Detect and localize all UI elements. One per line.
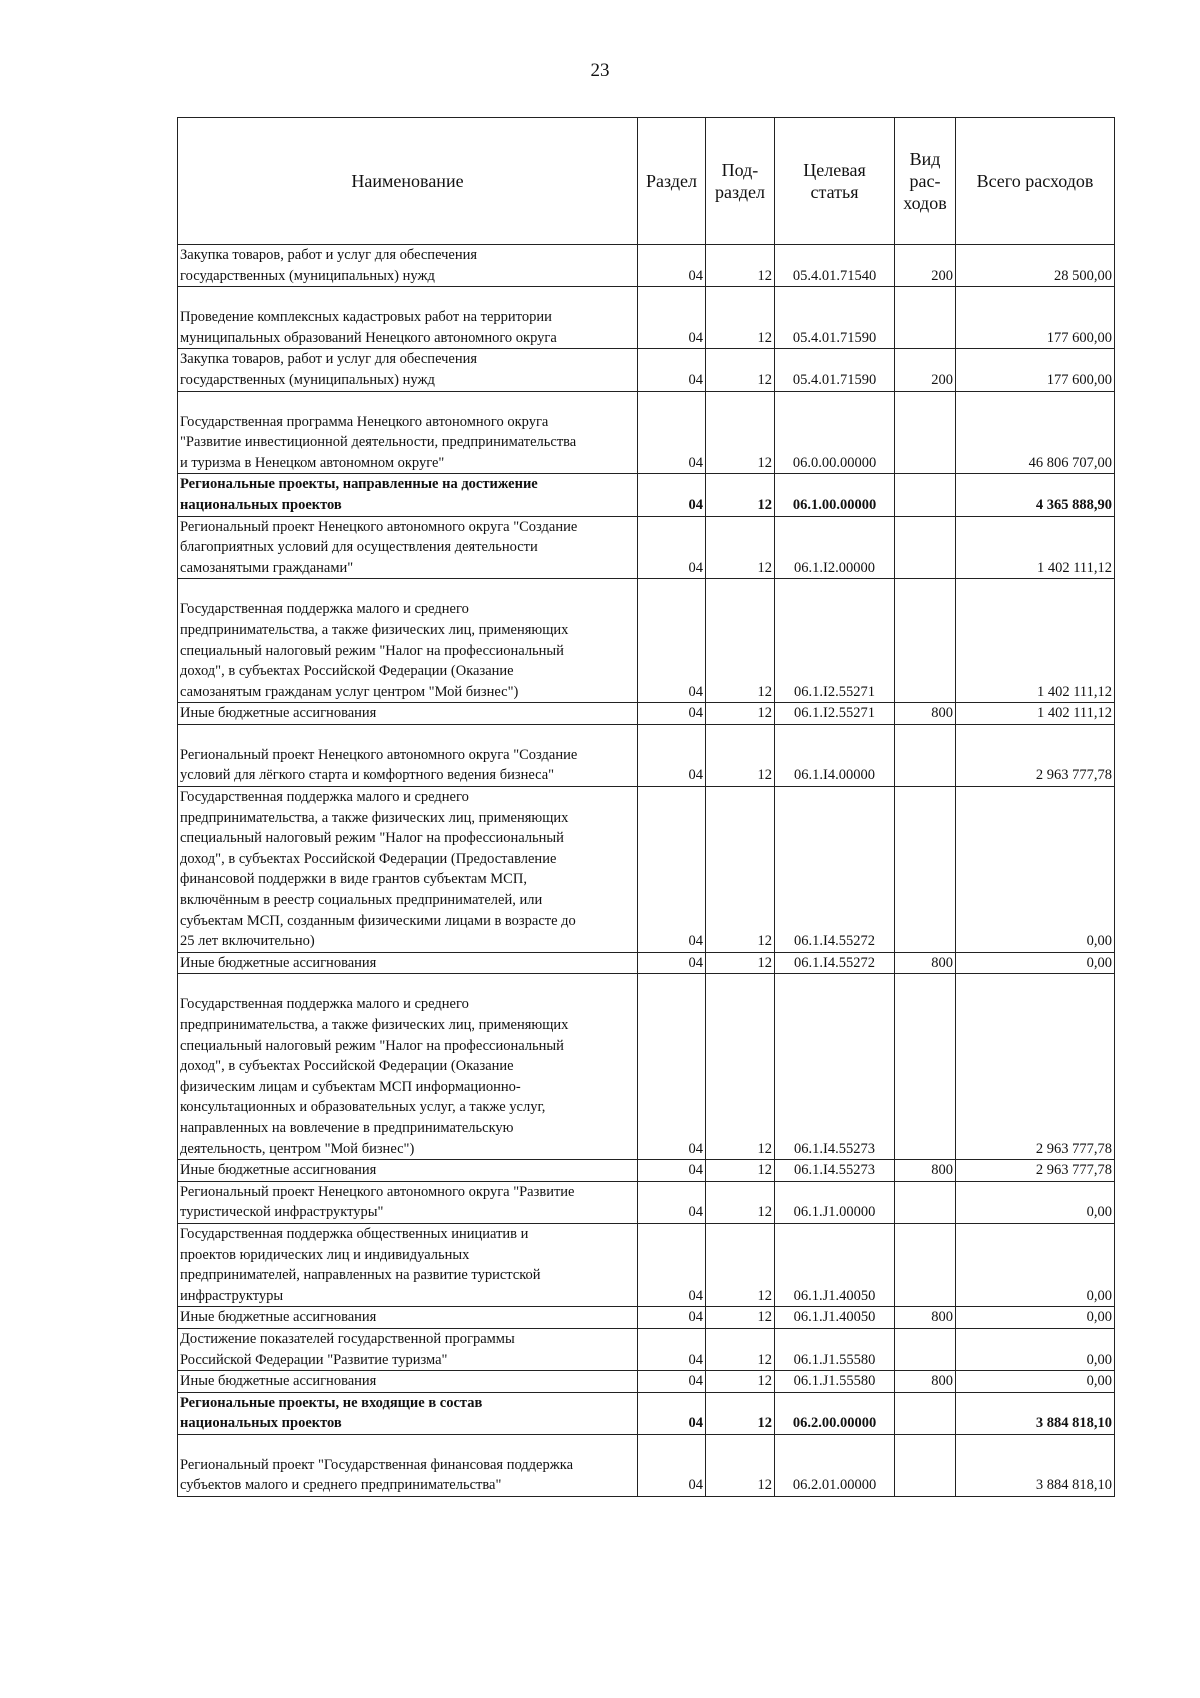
row-total: 0,00: [956, 1181, 1115, 1223]
row-vid: [895, 1434, 956, 1496]
row-celevaya: 06.1.I4.55273: [775, 1160, 895, 1182]
row-celevaya: 06.1.I2.00000: [775, 516, 895, 579]
row-celevaya: 06.1.I4.55272: [775, 787, 895, 953]
row-total: 2 963 777,78: [956, 974, 1115, 1160]
row-vid: 800: [895, 952, 956, 974]
row-podrazdel: 12: [706, 287, 775, 349]
row-celevaya: 06.1.J1.55580: [775, 1371, 895, 1393]
row-celevaya: 06.1.I4.00000: [775, 724, 895, 786]
row-vid: [895, 974, 956, 1160]
row-podrazdel: 12: [706, 1160, 775, 1182]
row-total: 0,00: [956, 1307, 1115, 1329]
row-total: 1 402 111,12: [956, 579, 1115, 703]
row-name: Государственная поддержка малого и среднего предпринимательства, а также физических лиц, применяющих специальный налоговый режим "Налог на профессиональный доход", в субъектах Российской Федерации (Оказание самозанятым гражданам услуг центром "Мой бизнес"): [178, 579, 638, 703]
row-razdel: 04: [638, 787, 706, 953]
row-podrazdel: 12: [706, 579, 775, 703]
row-vid: [895, 1181, 956, 1223]
row-celevaya: 06.2.00.00000: [775, 1392, 895, 1434]
row-name: Достижение показателей государственной программы Российской Федерации "Развитие туризма": [178, 1328, 638, 1370]
row-name: Государственная поддержка малого и среднего предпринимательства, а также физических лиц, применяющих специальный налоговый режим "Налог на профессиональный доход", в субъектах Российской Федерации (Оказание физическим лицам и субъектам МСП информационно- консультационных и образовательных услуг, а также услуг, направленных на вовлечение в предпринимательскую деятельность, центром "Мой бизнес"): [178, 974, 638, 1160]
row-celevaya: 06.2.01.00000: [775, 1434, 895, 1496]
table-row: [178, 579, 1115, 703]
table-row: [178, 1434, 1115, 1496]
row-podrazdel: 12: [706, 703, 775, 725]
header-name: Наименование: [178, 118, 638, 245]
row-celevaya: 05.4.01.71590: [775, 287, 895, 349]
table-row: [178, 391, 1115, 474]
row-vid: [895, 787, 956, 953]
row-podrazdel: 12: [706, 787, 775, 953]
row-vid: [895, 287, 956, 349]
row-name: Иные бюджетные ассигнования: [178, 1371, 638, 1393]
row-razdel: 04: [638, 474, 706, 516]
row-name: Региональный проект "Государственная финансовая поддержка субъектов малого и среднего предпринимательства": [178, 1434, 638, 1496]
row-name: Закупка товаров, работ и услуг для обеспечения государственных (муниципальных) нужд: [178, 349, 638, 391]
row-vid: [895, 1223, 956, 1306]
row-vid: 800: [895, 1160, 956, 1182]
table-body: [178, 245, 1115, 1497]
row-total: 177 600,00: [956, 349, 1115, 391]
row-razdel: 04: [638, 391, 706, 474]
row-total: 0,00: [956, 1328, 1115, 1370]
page-number: 23: [590, 60, 610, 81]
row-name: Государственная поддержка общественных инициатив и проектов юридических лиц и индивидуальных предпринимателей, направленных на развитие туристской инфраструктуры: [178, 1223, 638, 1306]
row-celevaya: 05.4.01.71540: [775, 245, 895, 287]
row-podrazdel: 12: [706, 1392, 775, 1434]
row-vid: [895, 1328, 956, 1370]
row-name: Проведение комплексных кадастровых работ на территории муниципальных образований Ненецкого автономного округа: [178, 287, 638, 349]
row-razdel: 04: [638, 516, 706, 579]
row-razdel: 04: [638, 349, 706, 391]
row-total: 3 884 818,10: [956, 1434, 1115, 1496]
row-celevaya: 06.1.I4.55273: [775, 974, 895, 1160]
row-name: Закупка товаров, работ и услуг для обеспечения государственных (муниципальных) нужд: [178, 245, 638, 287]
row-total: 3 884 818,10: [956, 1392, 1115, 1434]
row-razdel: 04: [638, 579, 706, 703]
row-podrazdel: 12: [706, 1181, 775, 1223]
row-podrazdel: 12: [706, 516, 775, 579]
row-vid: 800: [895, 1307, 956, 1329]
row-name: Иные бюджетные ассигнования: [178, 952, 638, 974]
row-podrazdel: 12: [706, 1434, 775, 1496]
row-total: 2 963 777,78: [956, 1160, 1115, 1182]
table-row: [178, 787, 1115, 953]
row-razdel: 04: [638, 703, 706, 725]
table-row: [178, 1328, 1115, 1370]
row-vid: [895, 516, 956, 579]
row-razdel: 04: [638, 1160, 706, 1182]
row-celevaya: 06.0.00.00000: [775, 391, 895, 474]
row-name: Государственная программа Ненецкого автономного округа "Развитие инвестиционной деятельности, предпринимательства и туризма в Ненецком автономном округе": [178, 391, 638, 474]
row-total: 2 963 777,78: [956, 724, 1115, 786]
row-total: 1 402 111,12: [956, 703, 1115, 725]
row-razdel: 04: [638, 1223, 706, 1306]
row-razdel: 04: [638, 1392, 706, 1434]
row-name: Иные бюджетные ассигнования: [178, 1160, 638, 1182]
row-podrazdel: 12: [706, 1371, 775, 1393]
row-razdel: 04: [638, 287, 706, 349]
row-razdel: 04: [638, 1328, 706, 1370]
row-name: Иные бюджетные ассигнования: [178, 1307, 638, 1329]
row-name: Региональный проект Ненецкого автономного округа "Создание благоприятных условий для осуществления деятельности самозанятыми гражданами": [178, 516, 638, 579]
row-total: 28 500,00: [956, 245, 1115, 287]
row-razdel: 04: [638, 724, 706, 786]
table-row: [178, 1181, 1115, 1223]
header-celevaya: Целевая статья: [775, 118, 895, 245]
table-row: [178, 349, 1115, 391]
row-vid: 800: [895, 703, 956, 725]
table-row: [178, 516, 1115, 579]
row-total: 0,00: [956, 1223, 1115, 1306]
table-row: [178, 952, 1115, 974]
table-row: [178, 724, 1115, 786]
row-razdel: 04: [638, 974, 706, 1160]
row-celevaya: 06.1.I4.55272: [775, 952, 895, 974]
row-total: 177 600,00: [956, 287, 1115, 349]
row-vid: [895, 724, 956, 786]
row-vid: [895, 1392, 956, 1434]
table-row: [178, 474, 1115, 516]
row-vid: [895, 474, 956, 516]
row-podrazdel: 12: [706, 245, 775, 287]
row-total: 1 402 111,12: [956, 516, 1115, 579]
row-celevaya: 06.1.J1.00000: [775, 1181, 895, 1223]
table-row: [178, 703, 1115, 725]
table-row: [178, 1392, 1115, 1434]
header-podrazdel: Под- раздел: [706, 118, 775, 245]
row-total: 0,00: [956, 952, 1115, 974]
row-celevaya: 06.1.J1.40050: [775, 1307, 895, 1329]
table-row: [178, 1160, 1115, 1182]
row-podrazdel: 12: [706, 391, 775, 474]
row-name: Региональные проекты, не входящие в состав национальных проектов: [178, 1392, 638, 1434]
row-razdel: 04: [638, 1307, 706, 1329]
table-row: [178, 287, 1115, 349]
row-celevaya: 06.1.I2.55271: [775, 703, 895, 725]
row-name: Региональные проекты, направленные на достижение национальных проектов: [178, 474, 638, 516]
row-vid: 200: [895, 245, 956, 287]
row-razdel: 04: [638, 1181, 706, 1223]
row-vid: [895, 579, 956, 703]
row-name: Государственная поддержка малого и среднего предпринимательства, а также физических лиц, применяющих специальный налоговый режим "Налог на профессиональный доход", в субъектах Российской Федерации (Предоставление финансовой поддержки в виде грантов субъектам МСП, включённым в реестр социальных предпринимателей, или субъектам МСП, созданным физическими лицами в возрасте до 25 лет включительно): [178, 787, 638, 953]
row-razdel: 04: [638, 1371, 706, 1393]
row-total: 46 806 707,00: [956, 391, 1115, 474]
row-celevaya: 06.1.I2.55271: [775, 579, 895, 703]
header-total: Всего расходов: [956, 118, 1115, 245]
row-podrazdel: 12: [706, 974, 775, 1160]
budget-table: [177, 117, 1115, 1497]
row-podrazdel: 12: [706, 1223, 775, 1306]
row-razdel: 04: [638, 952, 706, 974]
row-podrazdel: 12: [706, 474, 775, 516]
row-celevaya: 05.4.01.71590: [775, 349, 895, 391]
row-razdel: 04: [638, 245, 706, 287]
table-row: [178, 974, 1115, 1160]
header-razdel: Раздел: [638, 118, 706, 245]
table-row: [178, 1371, 1115, 1393]
row-total: 0,00: [956, 1371, 1115, 1393]
table-row: [178, 1223, 1115, 1306]
row-podrazdel: 12: [706, 349, 775, 391]
row-celevaya: 06.1.J1.55580: [775, 1328, 895, 1370]
table-header-row: [178, 118, 1115, 245]
row-podrazdel: 12: [706, 1307, 775, 1329]
row-podrazdel: 12: [706, 952, 775, 974]
row-total: 0,00: [956, 787, 1115, 953]
row-podrazdel: 12: [706, 724, 775, 786]
row-podrazdel: 12: [706, 1328, 775, 1370]
row-celevaya: 06.1.00.00000: [775, 474, 895, 516]
row-vid: 800: [895, 1371, 956, 1393]
row-name: Региональный проект Ненецкого автономного округа "Развитие туристической инфраструктуры": [178, 1181, 638, 1223]
row-vid: 200: [895, 349, 956, 391]
row-celevaya: 06.1.J1.40050: [775, 1223, 895, 1306]
table-row: [178, 245, 1115, 287]
header-vid: Вид рас- ходов: [895, 118, 956, 245]
row-name: Региональный проект Ненецкого автономного округа "Создание условий для лёгкого старта и комфортного ведения бизнеса": [178, 724, 638, 786]
row-razdel: 04: [638, 1434, 706, 1496]
row-vid: [895, 391, 956, 474]
table-row: [178, 1307, 1115, 1329]
row-total: 4 365 888,90: [956, 474, 1115, 516]
row-name: Иные бюджетные ассигнования: [178, 703, 638, 725]
